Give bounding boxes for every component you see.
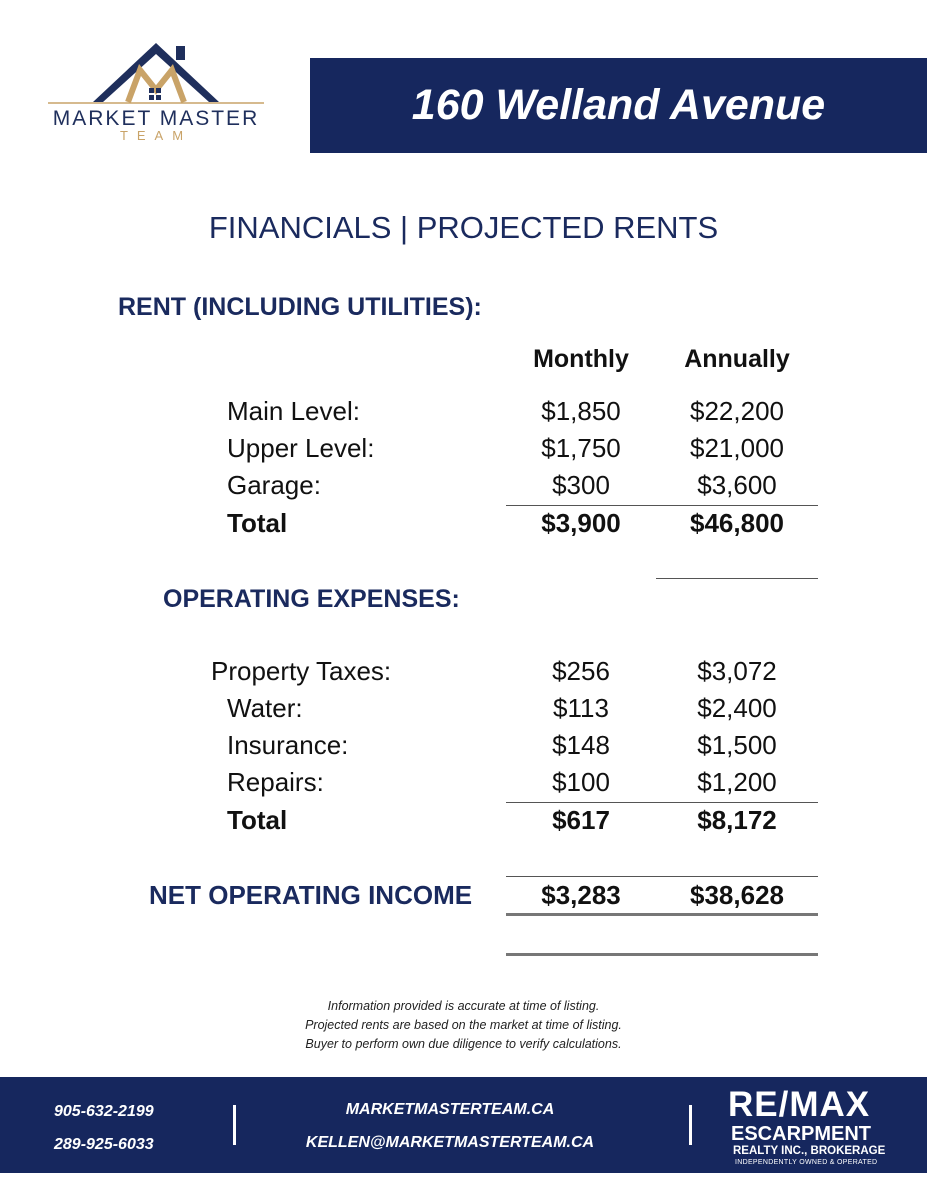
rent-total-divider [506,505,818,506]
email-link[interactable]: KELLEN@MARKETMASTERTEAM.CA [305,1134,595,1151]
expense-total-annually: $8,172 [697,805,777,835]
phone-2[interactable]: 289-925-6033 [54,1136,154,1153]
rent-total-monthly: $3,900 [541,508,621,538]
disclaimer-line: Projected rents are based on the market at time of listing. [305,1018,622,1032]
footer [0,1077,927,1173]
logo-team: TEAM [119,128,193,143]
expense-total-monthly: $617 [552,805,610,835]
brokerage-tagline: INDEPENDENTLY OWNED & OPERATED [735,1159,878,1166]
expense-row-label: Insurance: [227,730,349,760]
noi-label: NET OPERATING INCOME [149,880,473,910]
website-link[interactable]: MARKETMASTERTEAM.CA [345,1101,555,1118]
brokerage-name: ESCARPMENT [731,1123,872,1145]
logo-name: MARKET MASTER [52,107,260,130]
noi-bottom-divider [506,913,818,916]
rent-row-monthly: $300 [552,470,610,500]
expense-row-annually: $1,500 [697,730,777,760]
expense-row-monthly: $100 [552,767,610,797]
col-monthly-header: Monthly [533,345,629,373]
expense-row-monthly: $113 [553,693,609,723]
disclaimer-line: Information provided is accurate at time of listing. [327,999,600,1013]
noi-annually: $38,628 [690,880,784,910]
page-title: 160 Welland Avenue [411,81,826,129]
rent-heading: RENT (INCLUDING UTILITIES): [118,293,482,321]
house-roof-icon [48,40,264,110]
logo [48,40,264,150]
phone-1[interactable]: 905-632-2199 [54,1103,154,1120]
rent-row-monthly: $1,850 [541,396,621,426]
section-subtitle: FINANCIALS | PROJECTED RENTS [208,210,719,245]
col-annually-header: Annually [684,345,790,373]
expense-row-label: Repairs: [227,767,324,797]
title-banner [310,58,927,153]
rent-total-label: Total [227,508,288,538]
rent-row-label: Garage: [227,470,321,500]
divider [656,578,818,579]
expense-row-annually: $1,200 [697,767,777,797]
expenses-heading: OPERATING EXPENSES: [163,585,460,613]
expense-total-label: Total [227,805,288,835]
expense-row-annually: $3,072 [697,656,777,686]
expense-row-annually: $2,400 [697,693,777,723]
footer-separator [689,1105,692,1145]
rent-row-annually: $22,200 [690,396,784,426]
rent-row-label: Main Level: [227,396,360,426]
expense-row-label: Property Taxes: [211,656,392,686]
noi-monthly: $3,283 [541,880,621,910]
noi-top-divider [506,876,818,877]
rent-row-monthly: $1,750 [541,433,621,463]
rent-row-label: Upper Level: [227,433,375,463]
rent-row-annually: $3,600 [697,470,777,500]
expense-total-divider [506,802,818,803]
disclaimer-line: Buyer to perform own due diligence to verify calculations. [305,1037,622,1051]
footer-separator [233,1105,236,1145]
divider [506,953,818,956]
disclaimer [0,997,927,1054]
rent-row-annually: $21,000 [690,433,784,463]
brokerage-type: REALTY INC., BROKERAGE [733,1145,886,1157]
expense-row-monthly: $148 [552,730,610,760]
expense-row-label: Water: [227,693,303,723]
rent-total-annually: $46,800 [690,508,784,538]
brokerage-logo-text: RE/MAX [728,1085,871,1124]
expense-row-monthly: $256 [552,656,610,686]
